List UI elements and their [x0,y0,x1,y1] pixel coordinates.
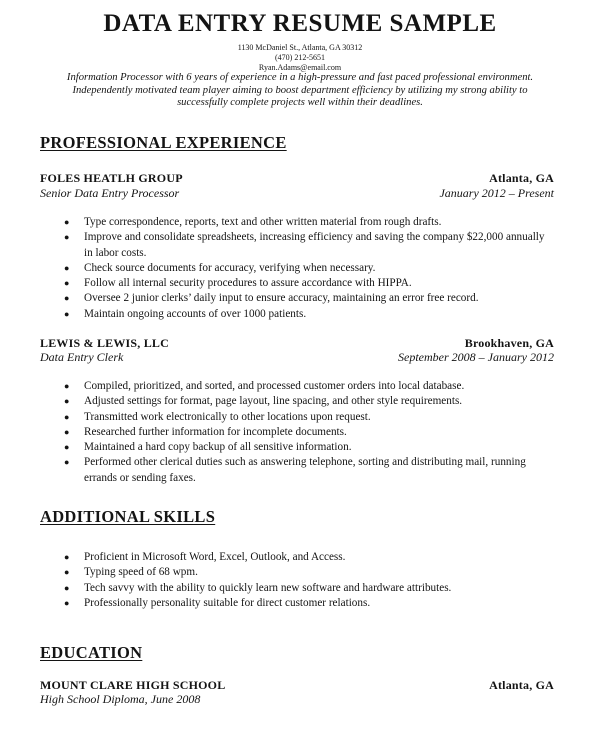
bullet-icon: ● [64,262,70,273]
section-title-experience: PROFESSIONAL EXPERIENCE [40,133,287,152]
bullet-icon: ● [64,381,70,391]
bullet-icon: ● [64,442,70,453]
list-item: ● Maintain ongoing accounts of over 1000 patients. [84,307,554,322]
job-role: Data Entry Clerk [40,350,124,364]
list-item: ● Researched further information for incomplete documents. [84,425,554,440]
list-item: ● Maintained a hard copy backup of all sensitive information. [84,440,554,455]
section-title-education: EDUCATION [40,643,143,662]
company-name: LEWIS & LEWIS, LLC [40,336,169,350]
list-item: ● Compiled, prioritized, and sorted, and processed customer orders into local database. [84,379,554,394]
skills-bullets [64,550,554,611]
job-location: Atlanta, GA [489,171,554,185]
list-item: ● Adjusted settings for format, page layout, line spacing, and other style requirements. [84,394,554,409]
job-dates: January 2012 – Present [439,186,554,200]
list-item: ● Tech savvy with the ability to quickly learn new software and hardware attributes. [84,581,554,596]
email: Ryan.Adams@email.com [258,63,342,72]
list-item: ● Oversee 2 junior clerks’ daily input to ensure accuracy, maintaining an error free record. [84,291,554,306]
bullet-icon: ● [64,582,70,593]
bullet-icon: ● [64,308,70,319]
list-item: ● Professionally personality suitable for direct customer relations. [84,596,554,611]
company-name: FOLES HEATLH GROUP [40,171,183,185]
job-bullets [64,379,554,486]
address: 1130 McDaniel St., Atlanta, GA 30312 [237,43,363,52]
school-location: Atlanta, GA [489,678,554,692]
list-item: ● Transmitted work electronically to other locations upon request. [84,410,554,425]
list-item: ● Type correspondence, reports, text and other written material from rough drafts. [84,215,554,230]
job-location: Brookhaven, GA [464,336,554,350]
summary: Information Processor with 6 years of experience in a high-pressure and fast paced professional environment. Independently motivated team player aiming to boost department efficiency by utilizing my strong ability to successfully complete projects well within their deadlines. [66,72,534,108]
list-item: ● Performed other clerical duties such as answering telephone, sorting and distributing mail, running errands or sending faxes. [64,456,526,484]
list-item: ● Proficient in Microsoft Word, Excel, Outlook, and Access. [84,550,554,565]
degree: High School Diploma, June 2008 [40,692,201,706]
job-dates: September 2008 – January 2012 [398,350,554,364]
bullet-icon: ● [64,426,70,437]
school-name: MOUNT CLARE HIGH SCHOOL [40,678,226,692]
bullet-icon: ● [64,457,70,468]
bullet-icon: ● [64,411,70,422]
bullet-icon: ● [64,567,70,578]
list-item: ● Improve and consolidate spreadsheets, increasing efficiency and saving the company $22,000 annually in labor costs. [64,231,545,259]
section-title-skills: ADDITIONAL SKILLS [40,507,216,526]
bullet-icon: ● [64,552,70,562]
list-item: ● Check source documents for accuracy, verifying when necessary. [84,261,554,276]
list-item: ● Typing speed of 68 wpm. [84,565,554,580]
phone: (470) 212-5651 [275,53,325,62]
bullet-icon: ● [64,293,70,304]
bullet-icon: ● [64,597,70,608]
bullet-icon: ● [64,396,70,407]
list-item: ● Follow all internal security procedures to assure accordance with HIPPA. [84,276,554,291]
page-title: DATA ENTRY RESUME SAMPLE [103,10,497,37]
bullet-icon: ● [64,232,70,243]
job-role: Senior Data Entry Processor [40,186,180,200]
job-bullets [64,215,554,322]
bullet-icon: ● [64,217,70,227]
bullet-icon: ● [64,278,70,289]
